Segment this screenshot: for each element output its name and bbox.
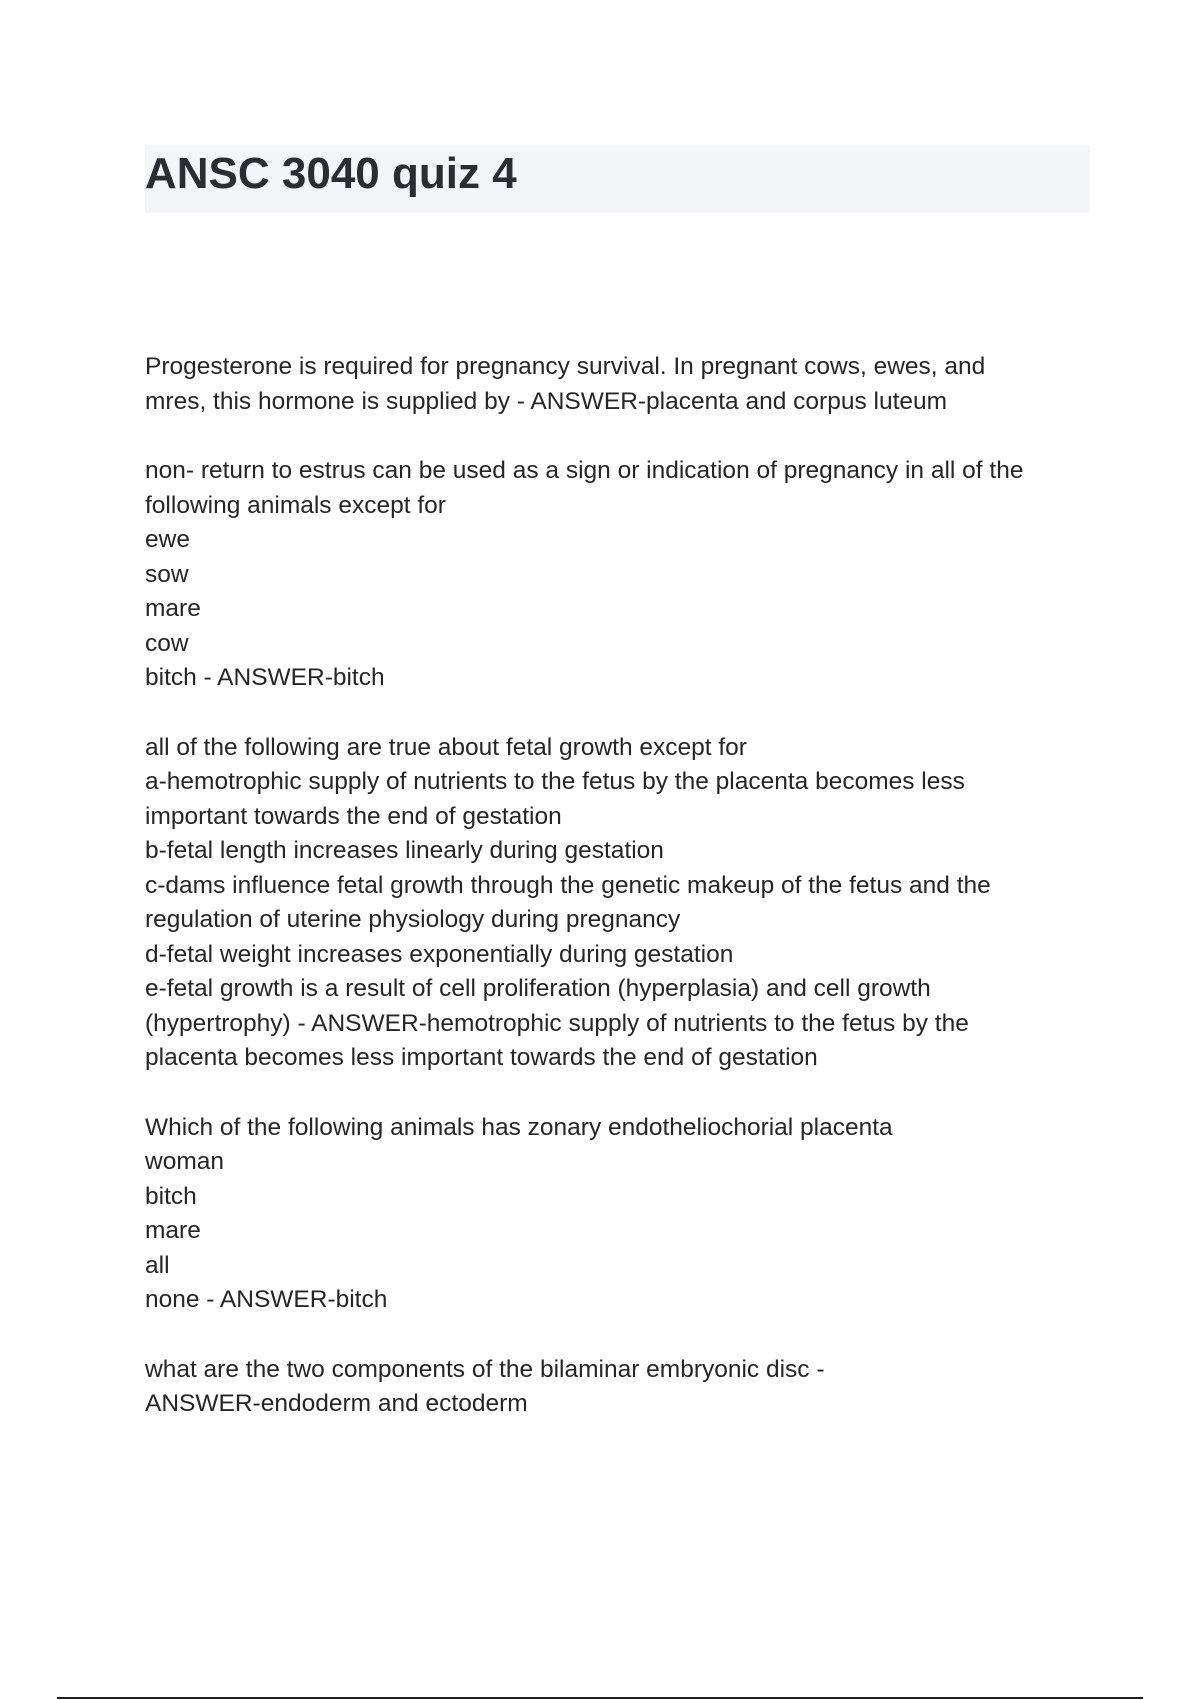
text-line: all of the following are true about fetal growth except for bbox=[145, 733, 747, 761]
text-line: mres, this hormone is supplied by - ANSWER-placenta and corpus luteum bbox=[145, 387, 948, 415]
text-line: d-fetal weight increases exponentially during gestation bbox=[145, 940, 734, 968]
qa-item-4 bbox=[145, 1111, 1105, 1318]
text-line: (hypertrophy) - ANSWER-hemotrophic supply of nutrients to the fetus by the bbox=[145, 1009, 969, 1037]
qa-item-5 bbox=[145, 1353, 1105, 1422]
text-line: woman bbox=[145, 1148, 224, 1175]
text-line: cow bbox=[145, 629, 189, 657]
text-line: bitch - ANSWER-bitch bbox=[145, 664, 385, 691]
text-line: Which of the following animals has zonary endotheliochorial placenta bbox=[145, 1113, 893, 1141]
text-line: ANSWER-endoderm and ectoderm bbox=[145, 1390, 528, 1417]
text-line: e-fetal growth is a result of cell proliferation (hyperplasia) and cell growth bbox=[145, 975, 931, 1002]
text-line: bitch bbox=[145, 1182, 197, 1210]
text-line: a-hemotrophic supply of nutrients to the fetus by the placenta becomes less bbox=[145, 768, 965, 795]
text-line: mare bbox=[145, 1217, 201, 1244]
document-body bbox=[145, 350, 1105, 1457]
text-line: b-fetal length increases linearly during gestation bbox=[145, 837, 664, 864]
qa-item-3 bbox=[145, 731, 1105, 1076]
text-line: non- return to estrus can be used as a sign or indication of pregnancy in all of the bbox=[145, 457, 1024, 484]
text-line: c-dams influence fetal growth through the genetic makeup of the fetus and the bbox=[145, 871, 991, 899]
text-line: mare bbox=[145, 595, 201, 622]
text-line: none - ANSWER-bitch bbox=[145, 1286, 388, 1313]
text-line: all bbox=[145, 1251, 170, 1279]
text-line: following animals except for bbox=[145, 491, 446, 519]
qa-item-1 bbox=[145, 350, 1105, 419]
text-line: ewe bbox=[145, 526, 190, 553]
text-line: what are the two components of the bilaminar embryonic disc - bbox=[145, 1355, 825, 1383]
text-line: placenta becomes less important towards the end of gestation bbox=[145, 1044, 818, 1071]
text-line: important towards the end of gestation bbox=[145, 802, 562, 830]
document-title: ANSC 3040 quiz 4 bbox=[145, 149, 517, 198]
text-line: Progesterone is required for pregnancy survival. In pregnant cows, ewes, and bbox=[145, 353, 986, 380]
text-line: sow bbox=[145, 560, 189, 588]
footer-divider bbox=[57, 1697, 1143, 1699]
text-line: regulation of uterine physiology during pregnancy bbox=[145, 906, 681, 933]
qa-item-2 bbox=[145, 454, 1105, 696]
